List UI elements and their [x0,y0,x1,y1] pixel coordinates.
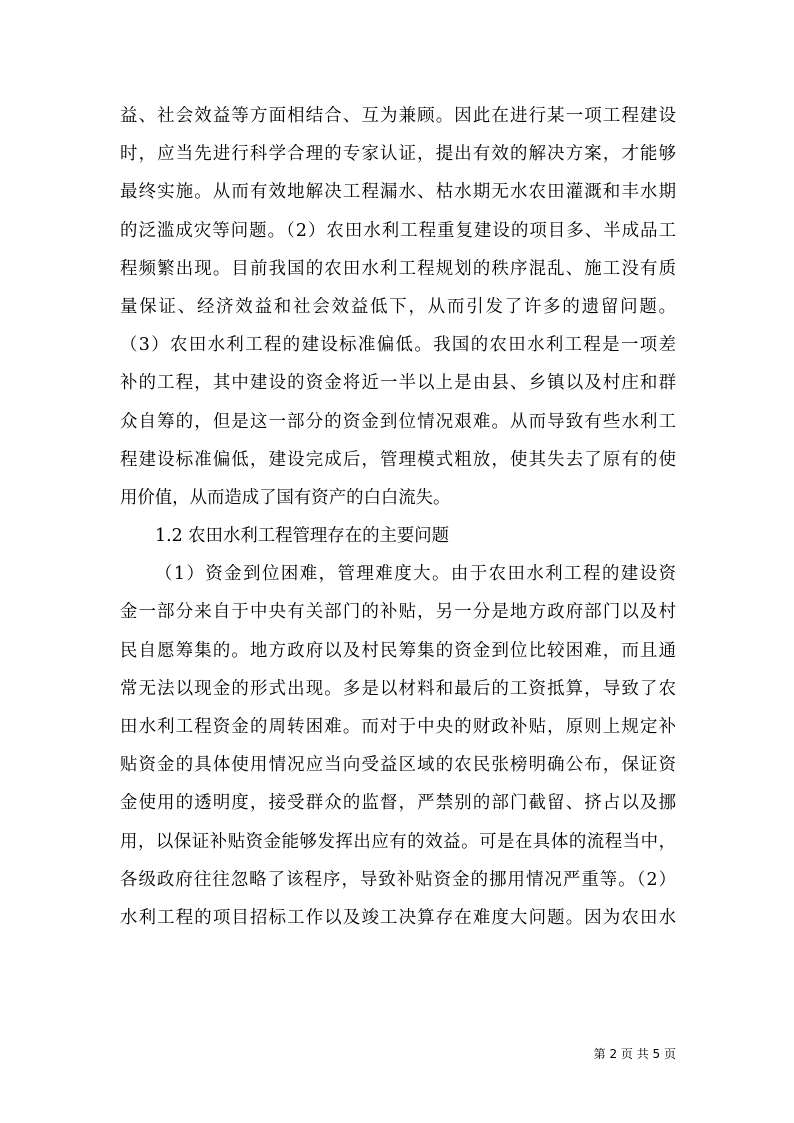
body-line: 用，以保证补贴资金能够发挥出应有的效益。可是在具体的流程当中， [120,831,676,852]
body-line: 金使用的透明度，接受群众的监督，严禁别的部门截留、挤占以及挪 [120,793,676,814]
body-line: 田水利工程资金的周转困难。而对于中央的财政补贴，原则上规定补 [120,717,676,737]
section-heading: 1.2 农田水利工程管理存在的主要问题 [155,526,450,547]
body-line: 时，应当先进行科学合理的专家认证，提出有效的解决方案，才能够 [120,144,676,165]
body-line: 用价值，从而造成了国有资产的白白流失。 [120,487,451,508]
page-number: 第 2 页 共 5 页 [593,1047,676,1061]
body-line: 程建设标准偏低，建设完成后，管理模式粗放，使其失去了原有的使 [120,449,676,470]
body-line: 常无法以现金的形式出现。多是以材料和最后的工资抵算，导致了农 [120,678,676,699]
body-line: （1）资金到位困难，管理难度大。由于农田水利工程的建设资 [155,564,676,585]
body-line: 众自筹的，但是这一部分的资金到位情况艰难。从而导致有些水利工 [120,411,676,432]
document-body [120,97,676,937]
body-line: 水利工程的项目招标工作以及竣工决算存在难度大问题。因为农田水 [120,907,676,928]
body-line: 贴资金的具体使用情况应当向受益区域的农民张榜明确公布，保证资 [120,755,676,776]
body-line: 最终实施。从而有效地解决工程漏水、枯水期无水农田灌溉和丰水期 [120,182,676,203]
body-line: 各级政府往往忽略了该程序，导致补贴资金的挪用情况严重等。（2） [120,869,676,890]
body-line: 补的工程，其中建设的资金将近一半以上是由县、乡镇以及村庄和群 [120,373,676,394]
body-line: 的泛滥成灾等问题。（2）农田水利工程重复建设的项目多、半成品工 [120,220,676,241]
body-line: 程频繁出现。目前我国的农田水利工程规划的秩序混乱、施工没有质 [120,258,676,279]
body-line: 量保证、经济效益和社会效益低下，从而引发了许多的遗留问题。 [120,296,676,317]
body-line: （3）农田水利工程的建设标准偏低。我国的农田水利工程是一项差 [120,335,676,356]
body-line: 民自愿筹集的。地方政府以及村民筹集的资金到位比较困难，而且通 [120,640,676,661]
body-line: 金一部分来自于中央有关部门的补贴，另一分是地方政府部门以及村 [120,602,676,623]
body-line: 益、社会效益等方面相结合、互为兼顾。因此在进行某一项工程建设 [120,106,676,126]
